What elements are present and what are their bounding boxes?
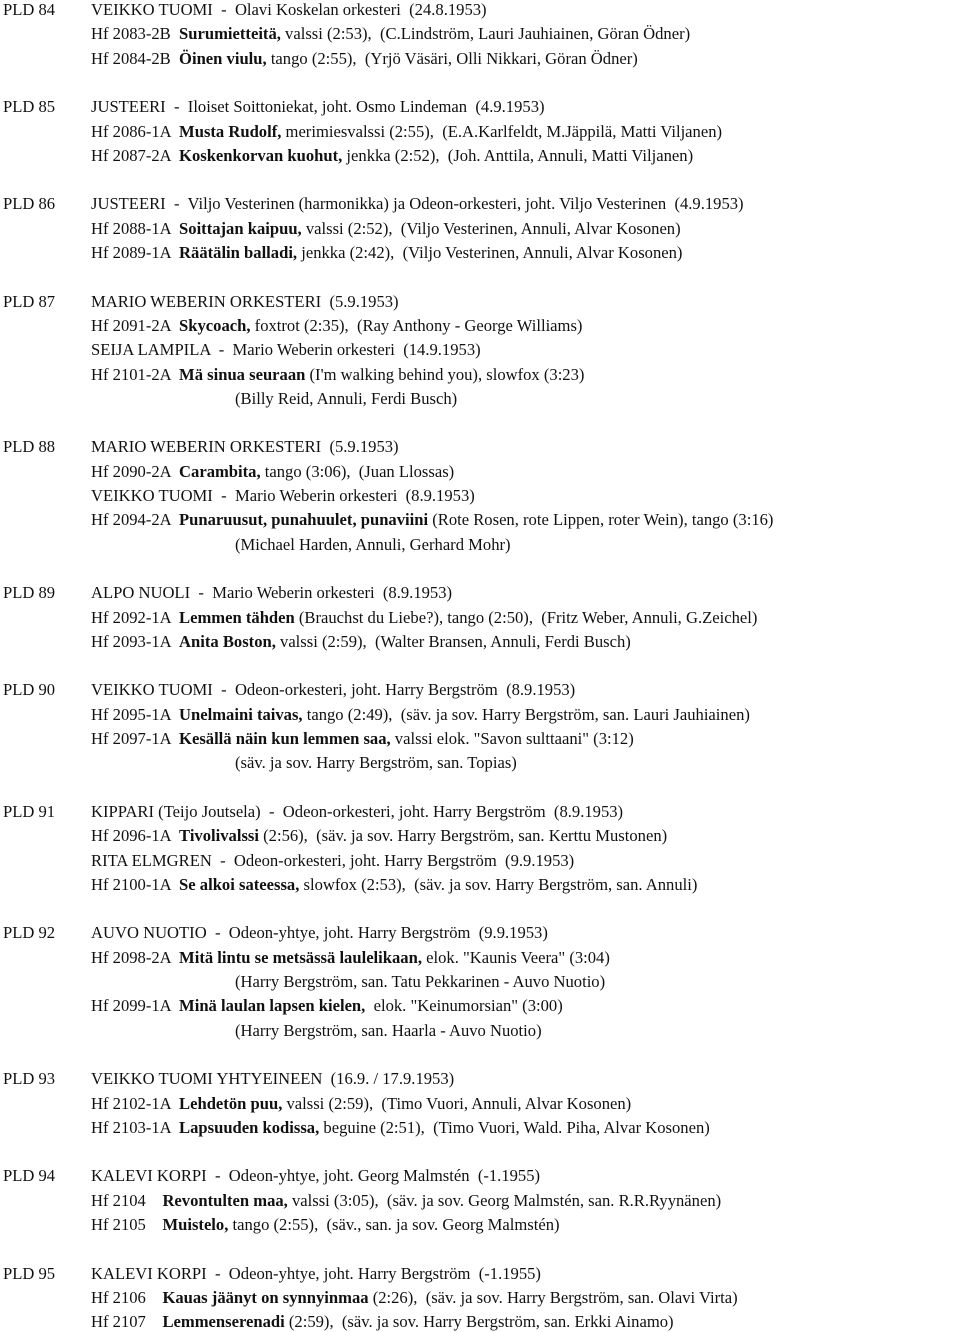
entry-line bbox=[91, 194, 744, 214]
entry-line bbox=[91, 1312, 674, 1332]
entry-line bbox=[91, 1215, 560, 1235]
record-number: PLD 85 bbox=[3, 97, 56, 117]
entry-line bbox=[91, 24, 690, 44]
line-text: Hf 2086-1A bbox=[91, 121, 180, 141]
entry-line bbox=[91, 948, 610, 968]
song-title: Kesällä näin kun lemmen saa, bbox=[179, 729, 391, 748]
entry-line bbox=[91, 340, 481, 360]
record-number: PLD 93 bbox=[3, 1069, 56, 1089]
line-text: Hf 2101-2A bbox=[91, 364, 180, 384]
entry-line bbox=[91, 462, 454, 482]
entry-line bbox=[91, 1094, 631, 1114]
line-text: VEIKKO TUOMI - Mario Weberin orkesteri (8.9.1953) bbox=[91, 486, 475, 505]
line-text: elok. "Kaunis Veera" (3:04) bbox=[421, 947, 610, 967]
entry-line bbox=[91, 97, 545, 117]
line-text: (2:26), (säv. ja sov. Harry Bergström, san. Olavi Virta) bbox=[368, 1287, 738, 1307]
entry-line bbox=[91, 1288, 738, 1308]
line-text: VEIKKO TUOMI - Odeon-orkesteri, joht. Harry Bergström (8.9.1953) bbox=[91, 680, 576, 700]
entry-line bbox=[91, 996, 563, 1016]
entry-line bbox=[91, 1191, 721, 1211]
entry-line bbox=[91, 1069, 454, 1089]
entry-line bbox=[91, 1264, 541, 1284]
line-text: valssi (2:59), (Timo Vuori, Annuli, Alvar Kosonen) bbox=[282, 1093, 632, 1113]
line-text: jenkka (2:42), (Viljo Vesterinen, Annuli, Alvar Kosonen) bbox=[297, 243, 683, 262]
song-title: Tivolivalssi bbox=[179, 826, 259, 846]
song-title: Lemmenserenadi bbox=[162, 1312, 285, 1332]
song-title: Muistelo, bbox=[162, 1215, 229, 1234]
line-text: (2:59), (säv. ja sov. Harry Bergström, san. Erkki Ainamo) bbox=[284, 1312, 674, 1332]
song-title: Lapsuuden kodissa, bbox=[179, 1117, 320, 1137]
song-title: Revontulten maa, bbox=[162, 1190, 288, 1210]
line-text: jenkka (2:52), (Joh. Anttila, Annuli, Matti Viljanen) bbox=[342, 145, 694, 165]
entry-line bbox=[91, 802, 623, 822]
line-text: VEIKKO TUOMI YHTYEINEEN (16.9. / 17.9.1953) bbox=[91, 1069, 455, 1089]
song-title: Räätälin balladi, bbox=[179, 243, 298, 262]
line-text: VEIKKO TUOMI - Olavi Koskelan orkesteri (24.8.1953) bbox=[91, 0, 487, 19]
record-number: PLD 88 bbox=[3, 437, 56, 457]
song-title: Öinen viulu, bbox=[179, 48, 267, 68]
record-number: PLD 95 bbox=[3, 1263, 56, 1283]
entry-line bbox=[91, 1166, 540, 1186]
song-title: Unelmaini taivas, bbox=[179, 704, 303, 724]
line-text: Hf 2093-1A bbox=[91, 631, 180, 651]
line-text: (Harry Bergström, san. Haarla - Auvo Nuotio) bbox=[235, 1020, 542, 1040]
song-title: Soittajan kaipuu, bbox=[179, 218, 302, 238]
entry-line bbox=[91, 49, 638, 69]
line-text: Hf 2091-2A bbox=[91, 315, 180, 335]
entry-line bbox=[91, 583, 452, 603]
entry-line bbox=[91, 680, 575, 700]
line-text: (säv. ja sov. Harry Bergström, san. Topias) bbox=[235, 753, 517, 773]
line-text: Hf 2100-1A bbox=[91, 874, 180, 894]
song-title: Minä laulan lapsen kielen, bbox=[179, 996, 366, 1016]
line-text: valssi (3:05), (säv. ja sov. Georg Malmstén, san. R.R.Ryynänen) bbox=[287, 1190, 722, 1210]
line-text: Hf 2106 bbox=[91, 1287, 163, 1307]
entry-line bbox=[91, 292, 399, 312]
entry-line bbox=[91, 826, 667, 846]
line-text: Hf 2096-1A bbox=[91, 826, 180, 846]
line-text: merimiesvalssi (2:55), (E.A.Karlfeldt, M.Jäppilä, Matti Viljanen) bbox=[281, 121, 723, 141]
line-text: tango (3:06), (Juan Llossas) bbox=[260, 461, 455, 481]
line-text: elok. "Keinumorsian" (3:00) bbox=[365, 996, 563, 1016]
song-title: Punaruusut, punahuulet, punaviini bbox=[179, 510, 429, 530]
song-title: Skycoach, bbox=[179, 315, 251, 335]
line-text: Hf 2102-1A bbox=[91, 1093, 180, 1113]
record-number: PLD 84 bbox=[3, 0, 56, 19]
line-text: slowfox (2:53), (säv. ja sov. Harry Bergström, san. Annuli) bbox=[299, 874, 698, 894]
line-text: valssi elok. "Savon sulttaani" (3:12) bbox=[390, 729, 634, 748]
line-text: Hf 2084-2B bbox=[91, 48, 180, 68]
song-title: Kauas jäänyt on synnyinmaa bbox=[162, 1287, 369, 1307]
entry-line bbox=[235, 972, 605, 992]
entry-line bbox=[91, 851, 574, 871]
entry-line bbox=[91, 705, 750, 725]
line-text: AUVO NUOTIO - Odeon-yhtye, joht. Harry Bergström (9.9.1953) bbox=[91, 923, 548, 943]
entry-line bbox=[91, 486, 475, 506]
line-text: ALPO NUOLI - Mario Weberin orkesteri (8.9.1953) bbox=[91, 583, 453, 603]
entry-line bbox=[91, 146, 693, 166]
line-text: RITA ELMGREN - Odeon-orkesteri, joht. Harry Bergström (9.9.1953) bbox=[91, 850, 575, 870]
line-text: Hf 2099-1A bbox=[91, 996, 180, 1016]
line-text: JUSTEERI - Iloiset Soittoniekat, joht. Osmo Lindeman (4.9.1953) bbox=[91, 97, 545, 117]
line-text: Hf 2087-2A bbox=[91, 145, 180, 165]
entry-line bbox=[91, 219, 681, 239]
record-number: PLD 89 bbox=[3, 583, 56, 603]
line-text: foxtrot (2:35), (Ray Anthony - George Williams) bbox=[250, 315, 583, 335]
line-text: Hf 2092-1A bbox=[91, 607, 180, 627]
song-title: Surumietteitä, bbox=[179, 24, 281, 44]
line-text: Hf 2088-1A bbox=[91, 218, 180, 238]
line-text: (Billy Reid, Annuli, Ferdi Busch) bbox=[235, 388, 458, 408]
entry-line bbox=[91, 632, 631, 652]
line-text: (Harry Bergström, san. Tatu Pekkarinen - Auvo Nuotio) bbox=[235, 972, 606, 991]
entry-line bbox=[235, 389, 457, 409]
line-text: Hf 2095-1A bbox=[91, 704, 180, 724]
line-text: tango (2:49), (säv. ja sov. Harry Bergström, san. Lauri Jauhiainen) bbox=[302, 704, 750, 724]
entry-line bbox=[235, 753, 517, 773]
line-text: Hf 2104 bbox=[91, 1190, 163, 1210]
entry-line bbox=[91, 1118, 710, 1138]
song-title: Lehdetön puu, bbox=[179, 1093, 283, 1113]
entry-line bbox=[91, 0, 487, 20]
line-text: (Brauchst du Liebe?), tango (2:50), (Fritz Weber, Annuli, G.Zeichel) bbox=[294, 607, 758, 627]
line-text: Hf 2090-2A bbox=[91, 461, 180, 481]
line-text: valssi (2:52), (Viljo Vesterinen, Annuli, Alvar Kosonen) bbox=[301, 218, 681, 238]
line-text: MARIO WEBERIN ORKESTERI (5.9.1953) bbox=[91, 291, 399, 311]
entry-line bbox=[91, 875, 697, 895]
song-title: Koskenkorvan kuohut, bbox=[179, 145, 343, 165]
line-text: Hf 2083-2B bbox=[91, 24, 180, 44]
line-text: JUSTEERI - Viljo Vesterinen (harmonikka) ja Odeon-orkesteri, joht. Viljo Vesterinen (4.9.1953) bbox=[91, 194, 744, 214]
record-number: PLD 92 bbox=[3, 923, 56, 943]
record-number: PLD 91 bbox=[3, 801, 56, 821]
line-text: (I'm walking behind you), slowfox (3:23) bbox=[305, 364, 585, 384]
line-text: valssi (2:53), (C.Lindström, Lauri Jauhiainen, Göran Ödner) bbox=[280, 24, 691, 44]
song-title: Anita Boston, bbox=[179, 631, 276, 651]
song-title: Carambita, bbox=[179, 461, 261, 481]
line-text: Hf 2097-1A bbox=[91, 729, 180, 748]
entry-line bbox=[91, 243, 682, 263]
song-title: Musta Rudolf, bbox=[179, 121, 282, 141]
entry-line bbox=[91, 122, 722, 142]
song-title: Mä sinua seuraan bbox=[179, 364, 306, 384]
entry-line bbox=[91, 437, 399, 457]
record-number: PLD 86 bbox=[3, 194, 56, 214]
line-text: (Rote Rosen, rote Lippen, roter Wein), tango (3:16) bbox=[428, 510, 774, 530]
line-text: valssi (2:59), (Walter Bransen, Annuli, Ferdi Busch) bbox=[275, 631, 631, 651]
entry-line bbox=[91, 923, 548, 943]
song-title: Mitä lintu se metsässä laulelikaan, bbox=[179, 947, 422, 967]
line-text: (2:56), (säv. ja sov. Harry Bergström, san. Kerttu Mustonen) bbox=[258, 826, 668, 846]
record-number: PLD 90 bbox=[3, 680, 56, 700]
entry-line bbox=[91, 365, 584, 385]
song-title: Se alkoi sateessa, bbox=[179, 874, 300, 894]
line-text: MARIO WEBERIN ORKESTERI (5.9.1953) bbox=[91, 437, 399, 457]
record-number: PLD 87 bbox=[3, 291, 56, 311]
entry-line bbox=[91, 316, 582, 336]
line-text: Hf 2094-2A bbox=[91, 510, 180, 530]
entry-line bbox=[91, 608, 757, 628]
line-text: tango (2:55), (Yrjö Väsäri, Olli Nikkari, Göran Ödner) bbox=[266, 48, 638, 68]
song-title: Lemmen tähden bbox=[179, 607, 295, 627]
entry-line bbox=[91, 510, 773, 530]
line-text: KALEVI KORPI - Odeon-yhtye, joht. Georg Malmstén (-1.1955) bbox=[91, 1166, 541, 1186]
line-text: KIPPARI (Teijo Joutsela) - Odeon-orkesteri, joht. Harry Bergström (8.9.1953) bbox=[91, 801, 624, 821]
line-text: Hf 2098-2A bbox=[91, 947, 180, 967]
line-text: KALEVI KORPI - Odeon-yhtye, joht. Harry Bergström (-1.1955) bbox=[91, 1263, 541, 1283]
line-text: Hf 2103-1A bbox=[91, 1117, 180, 1137]
record-number: PLD 94 bbox=[3, 1166, 56, 1186]
line-text: SEIJA LAMPILA - Mario Weberin orkesteri (14.9.1953) bbox=[91, 340, 481, 360]
entry-line bbox=[91, 729, 634, 749]
line-text: (Michael Harden, Annuli, Gerhard Mohr) bbox=[235, 534, 511, 554]
line-text: tango (2:55), (säv., san. ja sov. Georg Malmstén) bbox=[228, 1215, 560, 1234]
line-text: beguine (2:51), (Timo Vuori, Wald. Piha, Alvar Kosonen) bbox=[319, 1117, 710, 1137]
entry-line bbox=[235, 535, 511, 555]
line-text: Hf 2107 bbox=[91, 1312, 163, 1332]
line-text: Hf 2105 bbox=[91, 1215, 163, 1234]
entry-line bbox=[235, 1021, 542, 1041]
line-text: Hf 2089-1A bbox=[91, 243, 180, 262]
